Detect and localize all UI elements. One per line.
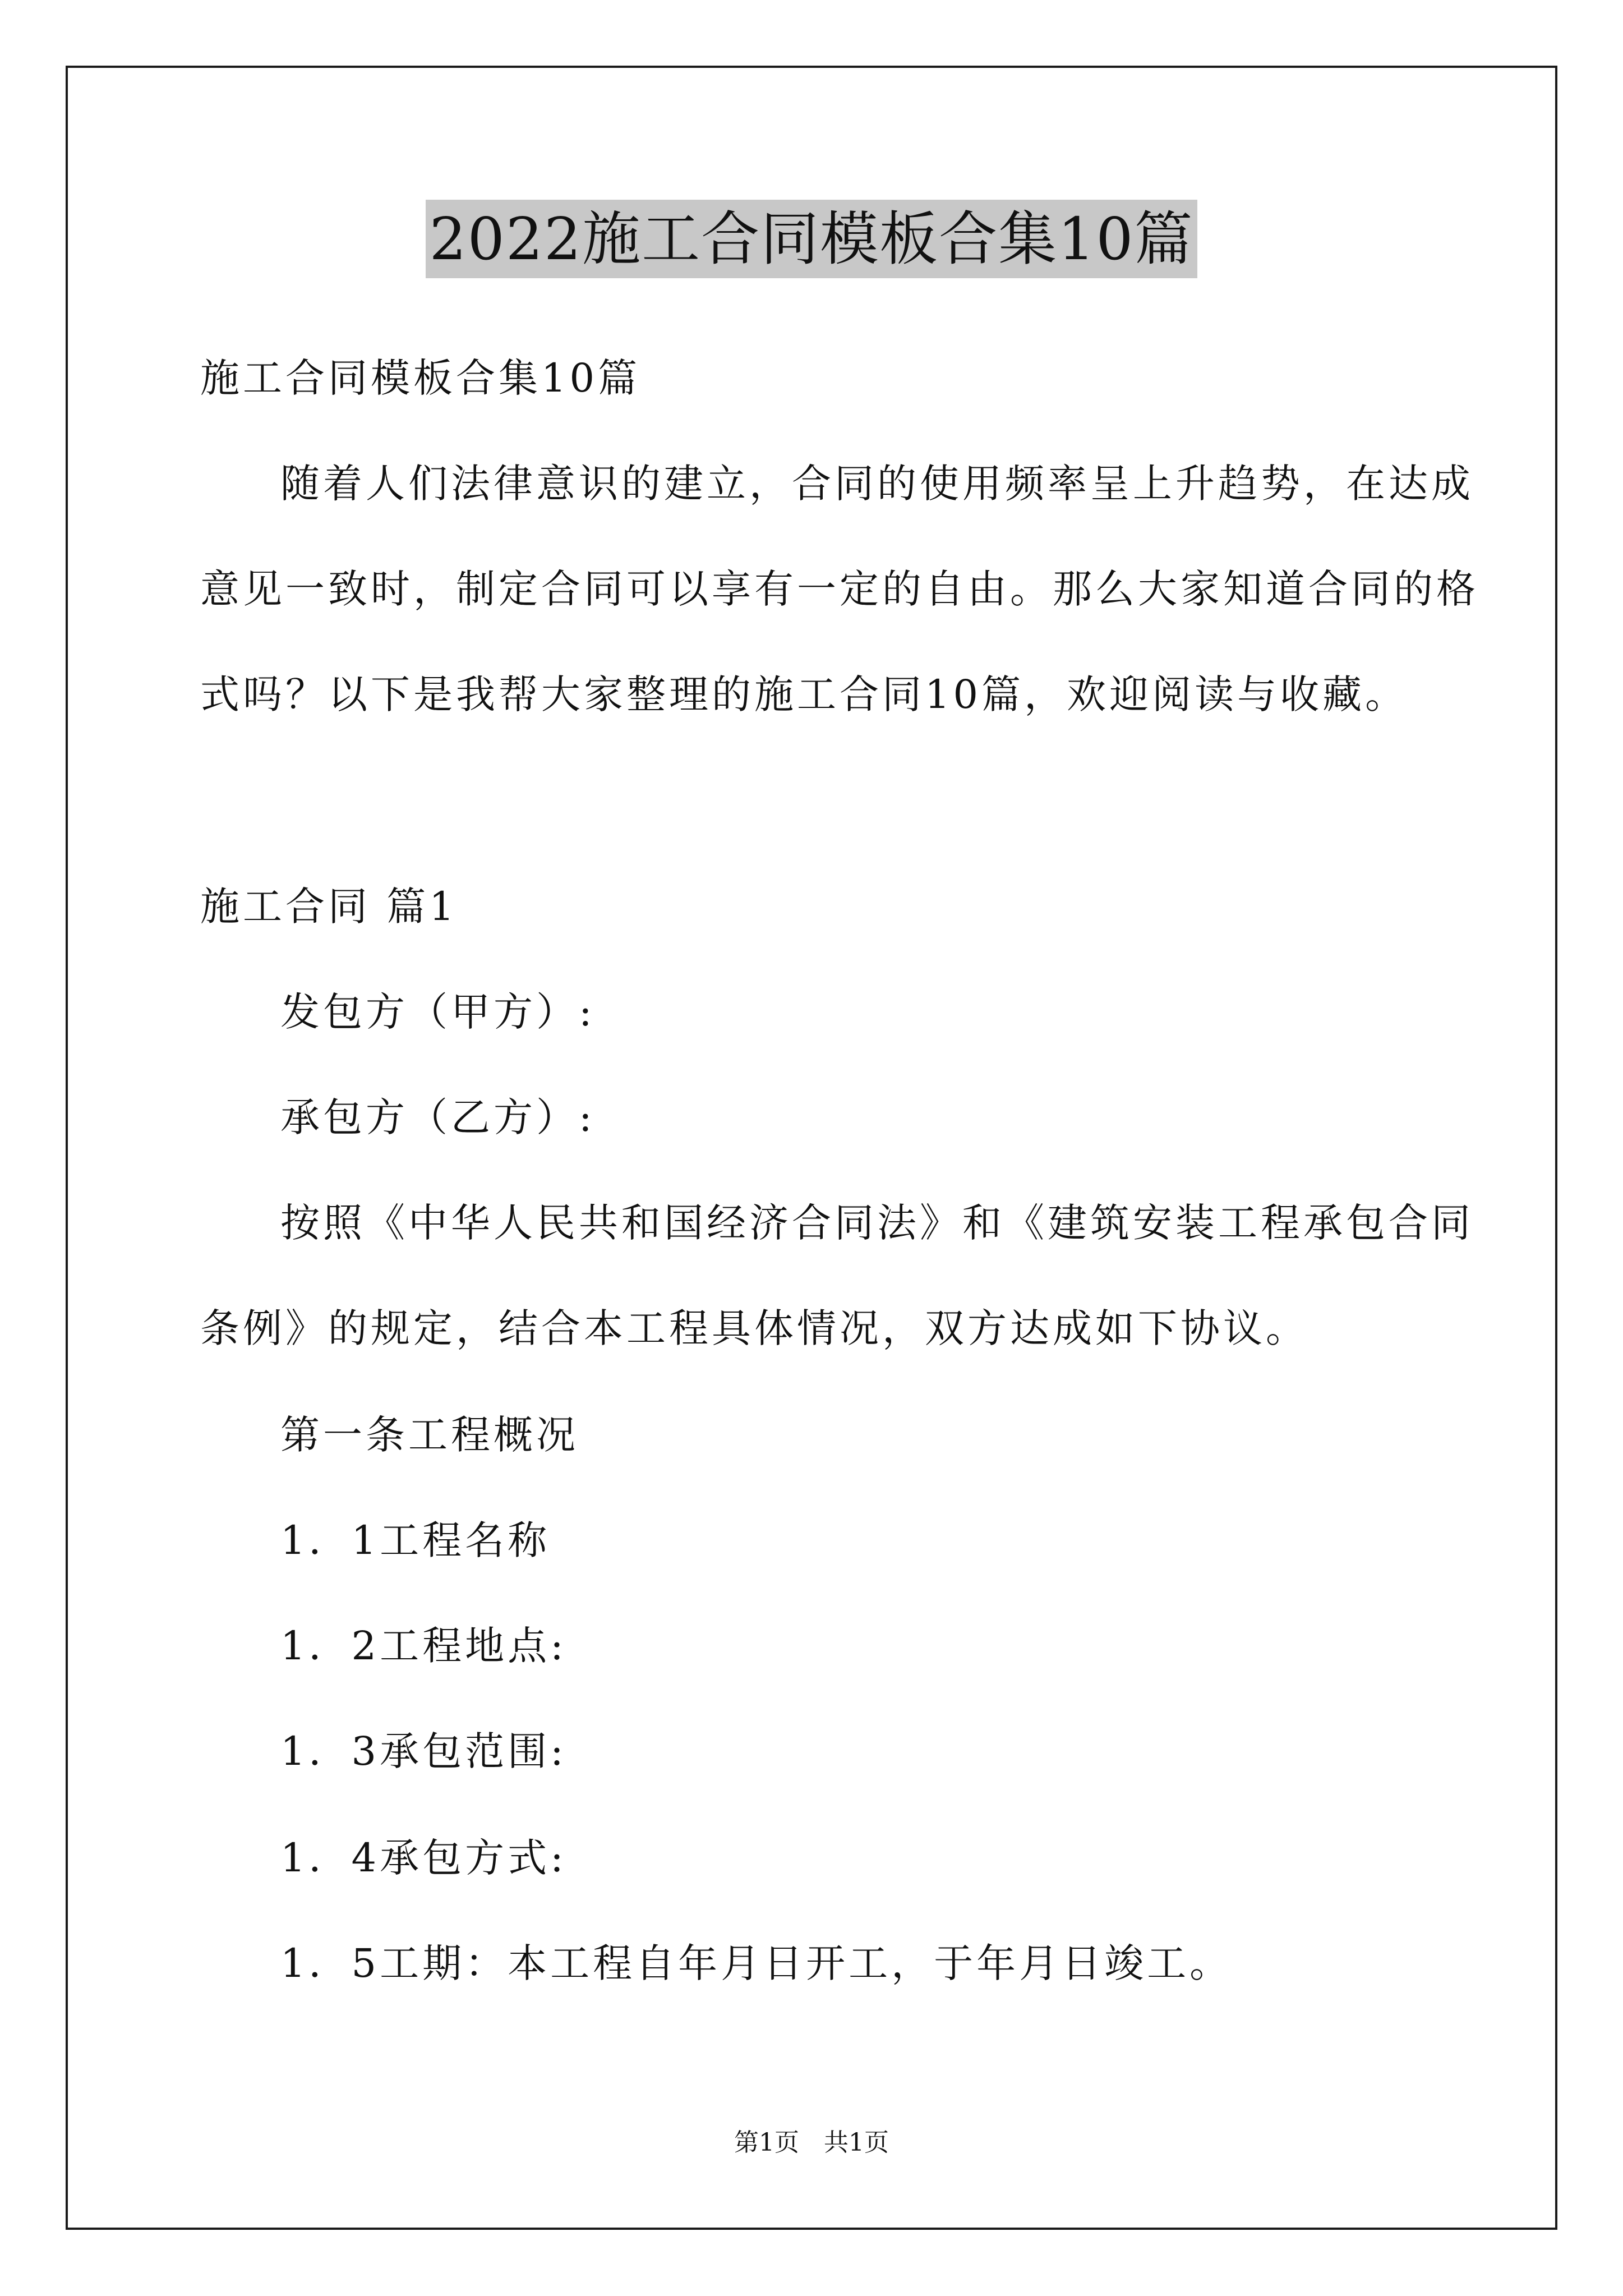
basis-line-1: 按照《中华人民共和国经济合同法》和《建筑安装工程承包合同 bbox=[280, 1200, 1474, 1246]
intro-line-1: 随着人们法律意识的建立，合同的使用频率呈上升趋势，在达成 bbox=[280, 461, 1474, 507]
item-1-3: 1．3承包范围: bbox=[280, 1728, 567, 1774]
basis-line-2: 条例》的规定，结合本工程具体情况，双方达成如下协议。 bbox=[200, 1305, 1308, 1351]
section-heading: 施工合同 篇1 bbox=[200, 884, 458, 930]
intro-line-3: 式吗？以下是我帮大家整理的施工合同10篇，欢迎阅读与收藏。 bbox=[200, 671, 1408, 717]
item-1-4: 1．4承包方式: bbox=[280, 1835, 567, 1881]
page-footer: 第1页 共1页 bbox=[734, 2128, 889, 2157]
party-a-line: 发包方（甲方）: bbox=[280, 989, 596, 1035]
item-1-2: 1．2工程地点: bbox=[280, 1623, 567, 1669]
title-container bbox=[0, 200, 1623, 278]
article-1-heading: 第一条工程概况 bbox=[280, 1412, 579, 1458]
document-title: 2022施工合同模板合集10篇 bbox=[426, 200, 1197, 278]
document-subtitle: 施工合同模板合集10篇 bbox=[200, 355, 641, 401]
intro-line-2: 意见一致时，制定合同可以享有一定的自由。那么大家知道合同的格 bbox=[200, 566, 1479, 612]
party-b-line: 承包方（乙方）: bbox=[280, 1094, 596, 1140]
item-1-5: 1．5工期：本工程自年月日开工，于年月日竣工。 bbox=[280, 1940, 1233, 1986]
item-1-1: 1．1工程名称 bbox=[280, 1517, 551, 1563]
